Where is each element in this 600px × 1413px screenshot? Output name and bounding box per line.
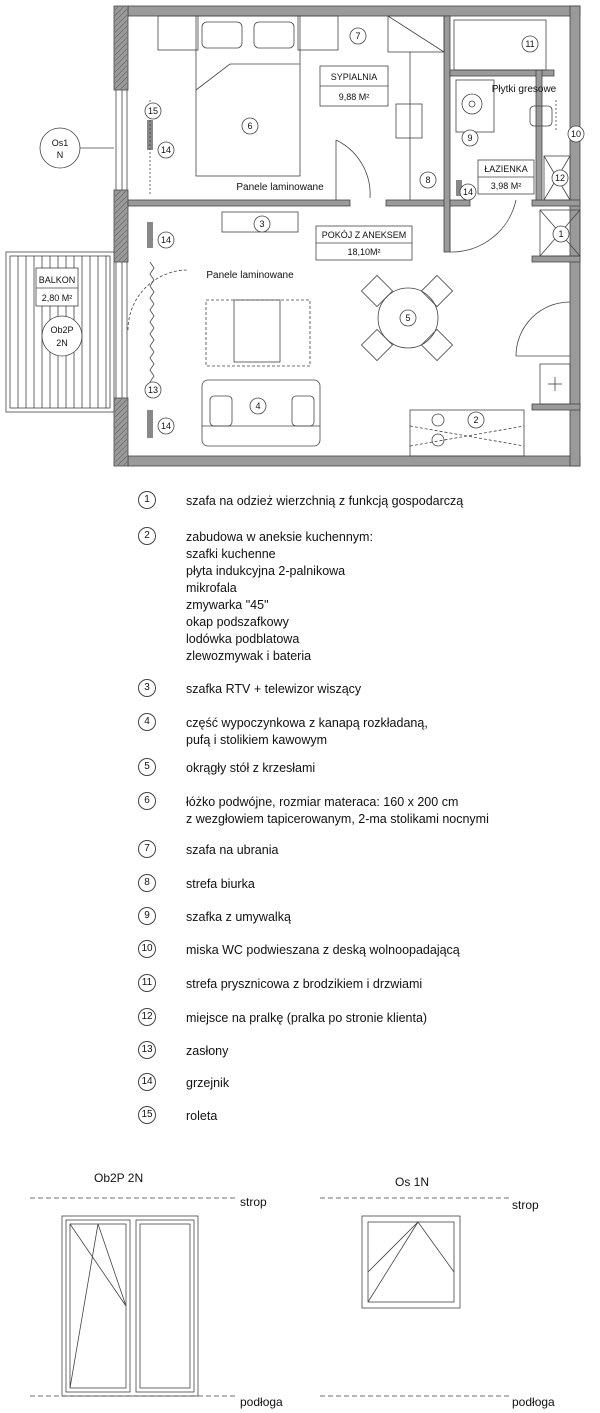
window-tag-os1-line2: N xyxy=(56,150,64,160)
elevation-os1-title: Os 1N xyxy=(395,1175,430,1189)
wall-hatching xyxy=(115,7,127,465)
bedroom-name: SYPIALNIA xyxy=(330,72,378,82)
legend-text: z wezgłowiem tapicerowanym, 2-ma stolikami nocnymi xyxy=(186,812,489,826)
legend-text: zmywarka "45" xyxy=(186,598,269,612)
legend-text: strefa prysznicowa z brodzikiem i drzwiami xyxy=(186,977,423,991)
elevation-ob2p-title: Ob2P 2N xyxy=(94,1171,144,1185)
window-tag-ob2p-line1: Ob2P xyxy=(50,325,74,335)
marker-9: 9 xyxy=(467,133,473,143)
marker-1: 1 xyxy=(558,229,564,239)
marker-8: 8 xyxy=(425,175,431,185)
balcony-area: 2,80 M² xyxy=(41,293,73,303)
window-tag-os1 xyxy=(40,128,80,168)
legend-text: mikrofala xyxy=(186,581,237,595)
bed xyxy=(158,16,338,176)
legend-text: zasłony xyxy=(186,1044,229,1058)
legend-text: szafka z umywalką xyxy=(186,910,291,924)
legend-number: 11 xyxy=(138,974,156,992)
marker-12: 12 xyxy=(554,173,566,183)
elevation-os1 xyxy=(320,1198,510,1396)
balcony-name: BALKON xyxy=(38,275,76,285)
marker-15: 15 xyxy=(147,106,159,116)
bathroom-name: ŁAZIENKA xyxy=(484,164,528,174)
legend-text: część wypoczynkowa z kanapą rozkładaną, xyxy=(186,716,428,730)
legend-text: płyta indukcyjna 2-palnikowa xyxy=(186,564,346,578)
marker-2: 2 xyxy=(473,415,479,425)
legend-text: szafa na odzież wierzchnią z funkcją gospodarczą xyxy=(186,494,464,508)
legend-number: 3 xyxy=(138,679,156,697)
elevation-ob2p-top: strop xyxy=(240,1195,267,1209)
legend-number: 12 xyxy=(138,1008,156,1026)
legend-number: 4 xyxy=(138,713,156,731)
marker-5: 5 xyxy=(405,313,411,323)
window-tag-os1-line1: Os1 xyxy=(51,138,69,148)
legend-text: lodówka podblatowa xyxy=(186,632,300,646)
marker-14-bedroom: 14 xyxy=(160,145,172,155)
window-tag-ob2p xyxy=(42,316,82,356)
legend-number: 2 xyxy=(138,527,156,545)
bathroom-area: 3,98 M² xyxy=(490,181,522,191)
legend-text: okrągły stół z krzesłami xyxy=(186,761,316,775)
legend-number: 9 xyxy=(138,907,156,925)
legend-text: roleta xyxy=(186,1109,218,1123)
legend-text: szafka RTV + telewizor wiszący xyxy=(186,682,362,696)
bedroom-floor-label: Panele laminowane xyxy=(236,182,324,193)
marker-14-sofa: 14 xyxy=(160,421,172,431)
radiator-markers xyxy=(147,120,462,438)
elevation-ob2p xyxy=(30,1198,236,1396)
marker-14-bath: 14 xyxy=(462,187,474,197)
legend-text: grzejnik xyxy=(186,1076,230,1090)
legend-text: łóżko podwójne, rozmiar materaca: 160 x 200 cm xyxy=(186,795,459,809)
elevation-ob2p-bottom: podłoga xyxy=(240,1395,283,1409)
legend-text: miska WC podwieszana z deską wolnoopadającą xyxy=(186,943,460,957)
legend-text: strefa biurka xyxy=(186,877,255,891)
legend-text: szafa na ubrania xyxy=(186,843,279,857)
marker-14-living: 14 xyxy=(160,235,172,245)
living-name: POKÓJ Z ANEKSEM xyxy=(321,230,407,240)
bedroom-area: 9,88 M² xyxy=(338,92,370,102)
legend-number: 8 xyxy=(138,874,156,892)
marker-7: 7 xyxy=(355,31,361,41)
legend-number: 1 xyxy=(138,491,156,509)
legend-text: okap podszafkowy xyxy=(186,615,289,629)
elevation-os1-top: strop xyxy=(512,1198,539,1212)
legend-number: 13 xyxy=(138,1041,156,1059)
legend-text: zabudowa w aneksie kuchennym: xyxy=(186,530,373,544)
legend-text: szafki kuchenne xyxy=(186,547,276,561)
legend-number: 15 xyxy=(138,1106,156,1124)
window-bedroom xyxy=(116,90,127,190)
marker-4: 4 xyxy=(255,401,261,411)
marker-10: 10 xyxy=(570,129,582,139)
elevation-os1-bottom: podłoga xyxy=(512,1395,555,1409)
legend-text: miejsce na pralkę (pralka po stronie klienta) xyxy=(186,1011,428,1025)
legend-number: 14 xyxy=(138,1073,156,1091)
legend-number: 10 xyxy=(138,940,156,958)
living-area: 18,10M² xyxy=(347,247,381,257)
legend-text: pufą i stolikiem kawowym xyxy=(186,733,328,747)
bath-floor-label: Płytki gresowe xyxy=(491,84,557,95)
living-floor-label: Panele laminowane xyxy=(206,270,294,281)
legend-text: zlewozmywak i bateria xyxy=(186,649,312,663)
marker-6: 6 xyxy=(247,121,253,131)
marker-3: 3 xyxy=(259,219,265,229)
marker-11: 11 xyxy=(525,39,535,49)
legend-number: 6 xyxy=(138,792,156,810)
legend-number: 7 xyxy=(138,840,156,858)
legend-number: 5 xyxy=(138,758,156,776)
marker-13: 13 xyxy=(147,385,159,395)
window-tag-ob2p-line2: 2N xyxy=(56,338,68,348)
